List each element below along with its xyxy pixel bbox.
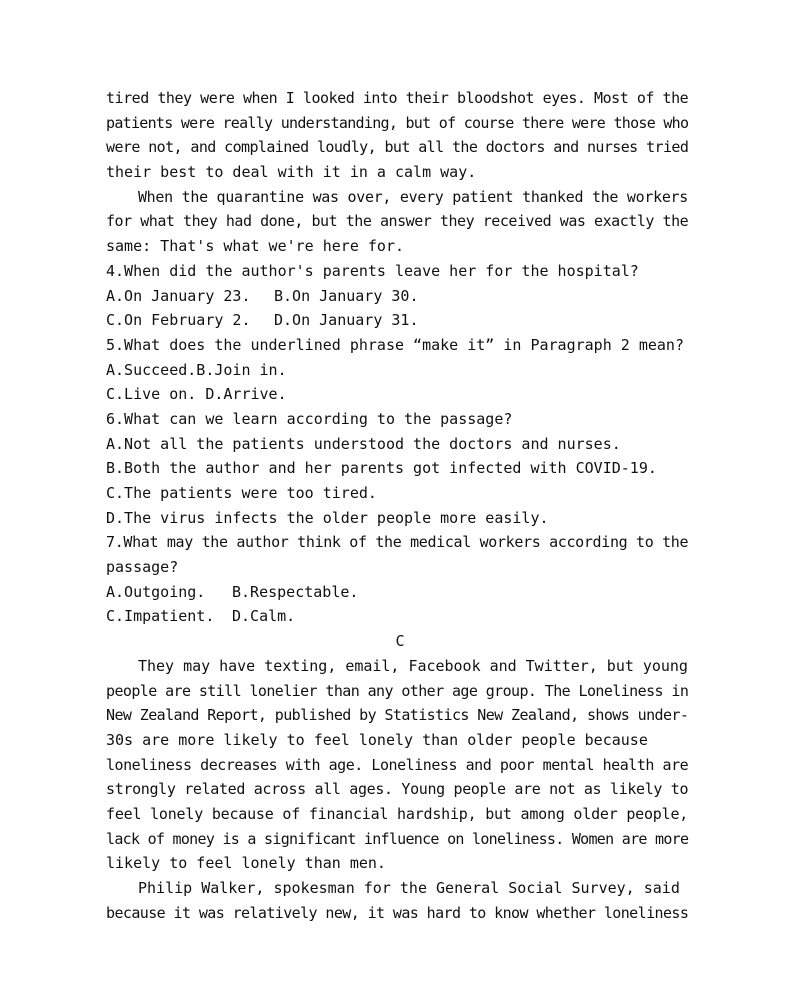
text-line: for what they had done, but the answer they received was exactly the — [106, 212, 689, 231]
text-line: were not, and complained loudly, but all the doctors and nurses tried — [106, 138, 689, 157]
text-line: likely to feel lonely than men. — [106, 854, 386, 873]
option-c: C.On February 2. — [106, 311, 251, 330]
question-stem: passage? — [106, 558, 179, 577]
option-row: C.Live on. D.Arrive. — [106, 385, 287, 404]
option-c: C.Impatient. — [106, 607, 215, 626]
text-line: because it was relatively new, it was hard to know whether loneliness — [106, 903, 689, 922]
text-line: feel lonely because of financial hardship, but among older people, — [106, 804, 689, 823]
option-a: A.On January 23. — [106, 286, 251, 305]
option-a: A.Not all the patients understood the doctors and nurses. — [106, 434, 621, 453]
passage-c — [106, 654, 688, 926]
option-row — [106, 580, 688, 605]
text-line: same: That's what we're here for. — [106, 237, 405, 256]
text-line: tired they were when I looked into their bloodshot eyes. Most of the — [106, 89, 689, 107]
document-page — [106, 86, 688, 925]
question-stem: 4.When did the author's parents leave her for the hospital? — [106, 261, 639, 280]
option-b: B.Respectable. — [232, 582, 359, 601]
option-b: B.On January 30. — [274, 286, 419, 305]
question-5 — [106, 333, 688, 407]
text-line: New Zealand Report, published by Statistics New Zealand, shows under- — [106, 706, 689, 725]
option-d: D.Calm. — [232, 607, 296, 626]
option-c: C.The patients were too tired. — [106, 484, 377, 502]
option-row: A.Succeed.B.Join in. — [106, 360, 287, 379]
passage-b-continuation — [106, 86, 688, 259]
text-line: They may have texting, email, Facebook and Twitter, but young — [138, 656, 688, 675]
option-d: D.On January 31. — [274, 311, 419, 330]
text-line: When the quarantine was over, every patient thanked the workers — [137, 187, 689, 206]
question-stem: 5.What does the underlined phrase “make it” in Paragraph 2 mean? — [106, 335, 684, 354]
option-row — [106, 308, 688, 333]
option-row — [106, 284, 688, 309]
text-line: 30s are more likely to feel lonely than older people because — [106, 730, 648, 749]
question-6 — [106, 407, 688, 530]
text-line: people are still lonelier than any other age group. The Loneliness in — [106, 681, 689, 700]
text-line: strongly related across all ages. Young people are not as likely to — [106, 780, 689, 799]
option-row — [106, 604, 688, 629]
question-4 — [106, 259, 688, 333]
option-a: A.Outgoing. — [106, 582, 206, 601]
section-heading: C — [395, 632, 405, 651]
text-line: loneliness decreases with age. Loneliness and poor mental health are — [106, 755, 689, 774]
option-b: B.Both the author and her parents got infected with COVID-19. — [106, 459, 657, 478]
option-d: D.The virus infects the older people more easily. — [106, 508, 549, 527]
text-line: their best to deal with it in a calm way. — [106, 163, 477, 182]
question-stem: 6.What can we learn according to the passage? — [106, 409, 513, 428]
question-7 — [106, 530, 688, 629]
text-line: lack of money is a significant influence on loneliness. Women are more — [106, 829, 689, 848]
text-line: patients were really understanding, but of course there were those who — [106, 113, 689, 132]
text-line: Philip Walker, spokesman for the General Social Survey, said — [138, 879, 680, 897]
question-stem: 7.What may the author think of the medical workers according to the — [106, 533, 689, 552]
